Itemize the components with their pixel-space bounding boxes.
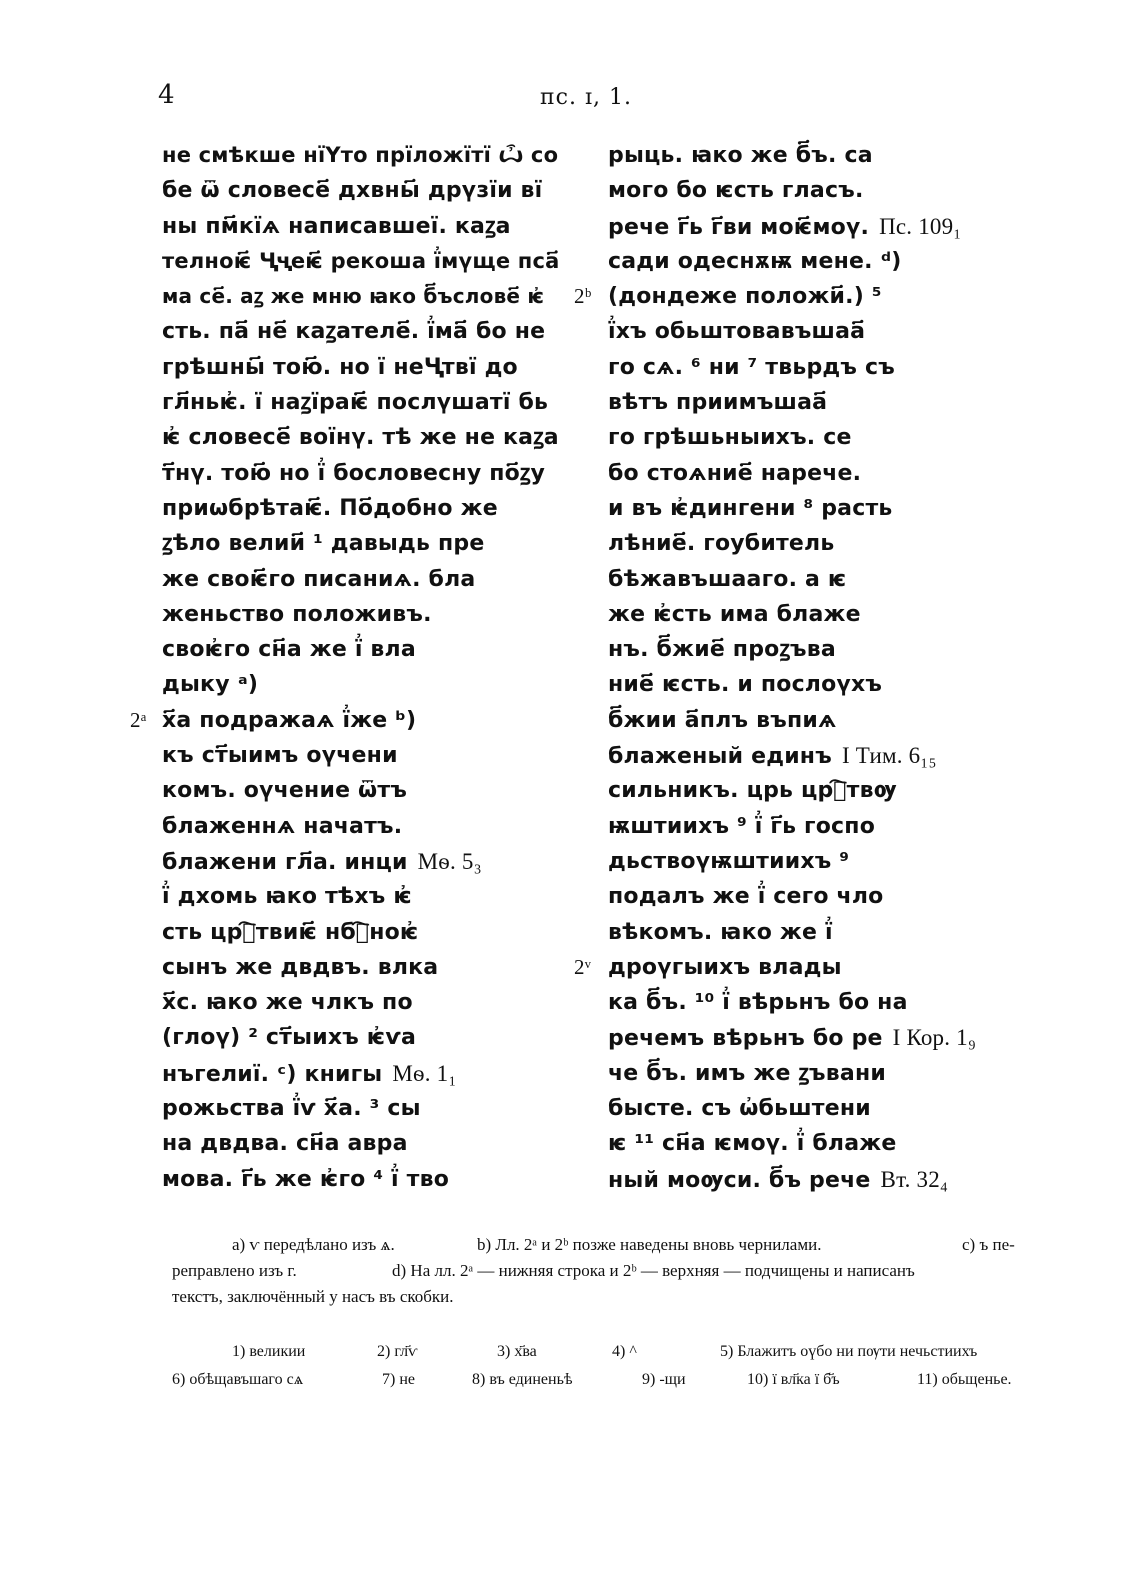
footnote-c: с) ъ пе- bbox=[962, 1235, 1015, 1254]
right-column-line bbox=[608, 915, 1028, 950]
variant-note-11: 11) обьщенье. bbox=[917, 1371, 1012, 1388]
line-text: нъгелиї. ᶜ) книгы bbox=[162, 1061, 383, 1087]
left-column-line bbox=[162, 173, 562, 208]
line-text: бо стоѧние҃ нарече. bbox=[608, 460, 862, 486]
line-text: го грѣшьныихъ. се bbox=[608, 425, 852, 451]
line-text: го сѧ. ⁶ ни ⁷ твьрдъ съ bbox=[608, 354, 895, 380]
right-column-line bbox=[574, 279, 1028, 314]
folio-marker: 2ᵃ bbox=[130, 707, 147, 732]
right-text-column bbox=[574, 138, 1028, 1197]
variant-note-1: 1) великии bbox=[232, 1343, 306, 1360]
left-column-line bbox=[162, 314, 562, 349]
right-column-line bbox=[608, 1091, 1028, 1126]
left-column-line bbox=[162, 209, 562, 244]
line-text: лѣние҃. гоубитель bbox=[608, 531, 835, 557]
line-text: телноѥ҃ Ҷҷеѥ҃ рекоша ї҆мүще пса҃ bbox=[162, 248, 560, 273]
line-text: ї҆ дхомь ꙗко тѣхъ ѥ҆ bbox=[162, 884, 413, 910]
right-column-line bbox=[608, 844, 1028, 879]
right-column-line bbox=[574, 950, 1028, 985]
line-text: блаженый единъ bbox=[608, 744, 832, 770]
line-text: дыку ᵃ) bbox=[162, 672, 259, 698]
lettered-footnotes bbox=[172, 1232, 1042, 1310]
line-text: (глоү) ² ст҃ыихъ ѥ҆ѵа bbox=[162, 1025, 417, 1051]
right-column-line bbox=[608, 420, 1028, 455]
right-column-line bbox=[608, 244, 1028, 279]
line-text: речемъ вѣрьнъ бо ре bbox=[608, 1026, 883, 1052]
line-text: мова. г҃ь же ѥ҆го ⁴ ї҆ тво bbox=[162, 1166, 450, 1192]
variant-note-7: 7) не bbox=[382, 1371, 415, 1388]
left-column-line bbox=[162, 597, 562, 632]
right-column-line bbox=[608, 350, 1028, 385]
left-column-line bbox=[162, 456, 562, 491]
line-text: (дондеже положи҃.) ⁵ bbox=[608, 284, 882, 310]
line-text: бѣжавъшааго. а ѥ bbox=[608, 566, 847, 592]
footnote-b: b) Лл. 2ᵃ и 2ᵇ позже наведены вновь чернилами. bbox=[477, 1235, 822, 1254]
line-text: сади одеснѫѭ мене. ᵈ) bbox=[608, 248, 902, 274]
variant-note-6: 6) обѣщавъшаго сѧ bbox=[172, 1371, 304, 1388]
left-column-line bbox=[162, 1126, 562, 1161]
line-text: ѥ ¹¹ сн҃а ѥмоү. ї҆ блаже bbox=[608, 1131, 897, 1157]
footnote-c-continued: реправлено изъ г. bbox=[172, 1261, 297, 1280]
left-text-column bbox=[130, 138, 562, 1197]
right-column-line bbox=[608, 173, 1028, 208]
line-text: сильникъ. црь црⷭ҇твѹ bbox=[608, 778, 897, 804]
left-column-line bbox=[162, 138, 562, 173]
left-column-line bbox=[162, 738, 562, 773]
variant-note-8: 8) въ единеньѣ bbox=[472, 1371, 573, 1388]
left-column-line bbox=[162, 1020, 562, 1055]
line-text: рожьства ї҆ѵ х҃а. ³ сы bbox=[162, 1096, 421, 1122]
left-column-line bbox=[162, 773, 562, 808]
left-column-line bbox=[162, 667, 562, 702]
left-column-line bbox=[162, 279, 562, 314]
line-text: ны пм҃кїѧ написавшеї. каꙁа bbox=[162, 213, 511, 239]
left-column-line bbox=[162, 950, 562, 985]
line-text: блажени гл҃а. инци bbox=[162, 849, 408, 875]
right-column-line bbox=[608, 1126, 1028, 1161]
line-text: нъ. б҃жие҃ проꙁъва bbox=[608, 637, 836, 663]
left-column-line bbox=[162, 632, 562, 667]
right-column-line bbox=[608, 456, 1028, 491]
right-column-line bbox=[608, 209, 1028, 244]
variant-note-2: 2) гл҃ѵ bbox=[377, 1343, 418, 1360]
line-text: грѣшны҃ тою҃. но ї неҶтвї до bbox=[162, 354, 518, 380]
line-text: сть црⷭ҇твиѥ҃ нбⷭ҇ноѥ҆ bbox=[162, 919, 419, 945]
variant-note-4: 4) ^ bbox=[612, 1343, 637, 1360]
line-text: и въ ѥ҆дингени ⁸ расть bbox=[608, 495, 893, 521]
scripture-reference: Мѳ. 1₁ bbox=[392, 1060, 457, 1086]
line-text: рече г҃ь г҃ви моѥ҃моү. bbox=[608, 214, 870, 240]
line-text: вѣкомъ. ꙗко же ї҆ bbox=[608, 919, 833, 945]
line-text: блаженнѧ начатъ. bbox=[162, 813, 403, 839]
left-column-line bbox=[162, 879, 562, 914]
line-text: ї҆хъ обьштовавъшаа҃ bbox=[608, 319, 866, 345]
line-text: дроүгыихъ влады bbox=[608, 954, 842, 980]
right-column-line bbox=[608, 667, 1028, 702]
right-column-line bbox=[608, 491, 1028, 526]
scripture-reference: Мѳ. 5₃ bbox=[417, 848, 482, 874]
folio-marker: 2ᵛ bbox=[574, 954, 592, 979]
left-column-line bbox=[162, 1091, 562, 1126]
left-column-line bbox=[162, 385, 562, 420]
line-text: комъ. оүчение ѿтъ bbox=[162, 778, 408, 804]
line-text: къ ст҃ыимъ оүчени bbox=[162, 743, 398, 769]
left-column-line bbox=[162, 809, 562, 844]
line-text: подалъ же ї҆ сего чло bbox=[608, 884, 884, 910]
line-text: т҃нү. тою҃ но ї҆ бословесну по҃ꙁу bbox=[162, 460, 546, 486]
line-text: мого бо ѥсть гласъ. bbox=[608, 178, 864, 204]
running-title: пс. ɪ, 1. bbox=[540, 85, 632, 110]
right-column-line bbox=[608, 314, 1028, 349]
folio-marker: 2ᵇ bbox=[574, 284, 592, 309]
right-column-line bbox=[608, 597, 1028, 632]
footnote-a: а) ѵ передѣлано изъ ѧ. bbox=[232, 1235, 395, 1254]
line-text: ѭштиихъ ⁹ ї҆ г҃ь госпо bbox=[608, 813, 876, 839]
page-number: 4 bbox=[158, 80, 175, 110]
right-column-line bbox=[608, 1162, 1028, 1197]
right-column-line bbox=[608, 1056, 1028, 1091]
left-column-line bbox=[162, 985, 562, 1020]
line-text: вѣтъ приимъшаа҃ bbox=[608, 390, 828, 416]
line-text: сть. па҃ не҃ каꙁателе҃. ї҆ма҃ бо не bbox=[162, 319, 546, 345]
line-text: ние҃ ѥсть. и послоүхъ bbox=[608, 672, 883, 698]
line-text: бе ѿ словесе҃ дхвны҃ дрүзїи вї bbox=[162, 178, 543, 204]
line-text: ѥ҆ словесе҃ воїнү. тѣ же не каꙁа bbox=[162, 425, 559, 451]
variant-note-9: 9) -щи bbox=[642, 1371, 686, 1388]
line-text: х҃с. ꙗко же члкъ по bbox=[162, 990, 413, 1016]
scripture-reference: I Тим. 6₁₅ bbox=[841, 743, 937, 769]
left-column-line bbox=[130, 703, 562, 738]
left-column-line bbox=[162, 350, 562, 385]
left-column-line bbox=[162, 1056, 562, 1091]
right-column-line bbox=[608, 1020, 1028, 1055]
line-text: че б҃ъ. имъ же ꙁъвани bbox=[608, 1060, 886, 1086]
scripture-reference: I Кор. 1₉ bbox=[892, 1025, 977, 1051]
line-text: на двдва. сн҃а авра bbox=[162, 1131, 408, 1157]
line-text: рыць. ꙗко же б҃ъ. са bbox=[608, 143, 873, 168]
right-column-line bbox=[608, 738, 1028, 773]
left-column-line bbox=[162, 915, 562, 950]
right-column-line bbox=[608, 985, 1028, 1020]
left-column-line bbox=[162, 1162, 562, 1197]
right-column-line bbox=[608, 562, 1028, 597]
line-text: же своѥ҃го писаниѧ. бла bbox=[162, 566, 476, 592]
line-text: сынъ же двдвъ. влка bbox=[162, 954, 439, 980]
right-column-line bbox=[608, 526, 1028, 561]
right-column-line bbox=[608, 385, 1028, 420]
right-column-line bbox=[608, 809, 1028, 844]
line-text: дьствоүѭштиихъ ⁹ bbox=[608, 848, 850, 874]
left-column-line bbox=[162, 491, 562, 526]
line-text: ный моѹси. б҃ъ рече bbox=[608, 1167, 871, 1193]
right-column-line bbox=[608, 632, 1028, 667]
left-column-line bbox=[162, 244, 562, 279]
line-text: ꙁѣло велии҃ ¹ давыдь пре bbox=[162, 531, 485, 557]
variant-note-5: 5) Блажитъ оүбо ни пѹти нечьстиихъ bbox=[720, 1343, 978, 1360]
line-text: б҃жии а҃плъ въпиѧ bbox=[608, 707, 837, 733]
left-column-line bbox=[162, 526, 562, 561]
left-column-line bbox=[162, 562, 562, 597]
line-text: ма се҃. аꙁ же мню ꙗко б҃ъслове҃ ѥ҆ bbox=[162, 284, 545, 309]
right-column-line bbox=[608, 879, 1028, 914]
numbered-variant-notes bbox=[172, 1343, 1042, 1399]
scripture-reference: Пс. 109₁ bbox=[879, 213, 962, 239]
line-text: бысте. съ ѡ҆бьштени bbox=[608, 1096, 871, 1122]
variant-note-10: 10) ї вл҃ка ї б҃ъ bbox=[747, 1371, 840, 1388]
right-column-line bbox=[608, 703, 1028, 738]
footnote-d-continued: текстъ, заключённый у насъ въ скобки. bbox=[172, 1287, 454, 1306]
line-text: своѥ҆го сн҃а же ї҆ вла bbox=[162, 637, 416, 663]
variant-note-3: 3) х҃ва bbox=[497, 1343, 537, 1360]
line-text: же ѥ҆сть има блаже bbox=[608, 601, 861, 627]
line-text: женьство положивъ. bbox=[162, 601, 432, 627]
right-column-line bbox=[608, 773, 1028, 808]
line-text: гл҃ньѥ҆. ї наꙁїраѥ҃ послүшатї бь bbox=[162, 390, 549, 416]
line-text: приѡбрѣтаѥ҃. По҃добно же bbox=[162, 495, 498, 521]
right-column-line bbox=[608, 138, 1028, 173]
line-text: ка б҃ъ. ¹⁰ ї҆ вѣрьнъ бо на bbox=[608, 990, 908, 1016]
line-text: х҃а подражаѧ ї҆же ᵇ) bbox=[162, 707, 417, 733]
left-column-line bbox=[162, 420, 562, 455]
line-text: не смѣкше нїҮто прїложїтї ѽ со bbox=[162, 143, 559, 167]
left-column-line bbox=[162, 844, 562, 879]
scripture-reference: Вт. 32₄ bbox=[880, 1166, 949, 1192]
footnote-d: d) На лл. 2ᵃ — нижняя строка и 2ᵇ — верхняя — подчищены и написанъ bbox=[392, 1261, 915, 1280]
